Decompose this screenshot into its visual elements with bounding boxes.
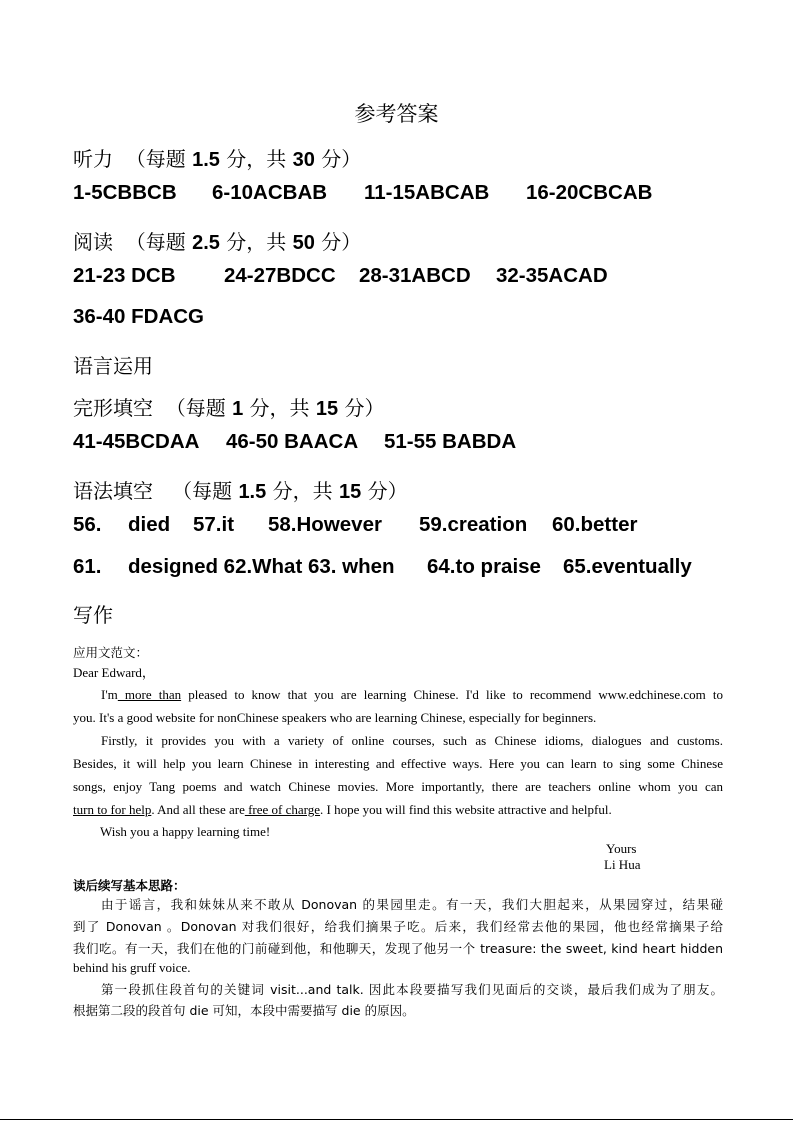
grammar-heading: 语法填空 bbox=[73, 479, 153, 503]
answer-group: 28-31ABCD bbox=[359, 264, 471, 287]
answer-number: 56. bbox=[73, 513, 102, 536]
letter-p1-line2: you. It's a good website for nonChinese speakers who are learning Chinese, especially for beginners. bbox=[73, 710, 597, 725]
letter-p2-line2: Besides, it will help you learn Chinese in interesting and effective ways. Here you can learn to sing some Chinese bbox=[73, 756, 723, 771]
answer-group: 58.However bbox=[268, 513, 382, 536]
answer-group: 21-23 DCB bbox=[73, 264, 176, 287]
answer-group: 24-27BDCC bbox=[224, 264, 336, 287]
continuation-p1-line2: 到了 Donovan 。Donovan 对我们很好，给我们摘果子吃。后来，我们经常去他的果园，他也经常摘果子给 bbox=[73, 919, 723, 934]
answer-group: 46-50 BAACA bbox=[226, 430, 359, 453]
grammar-answers-line1 bbox=[73, 513, 723, 539]
continuation-p1-line3: 我们吃。有一天，我们在他的门前碰到他，和他聊天，发现了他另一个 treasure: the sweet, kind heart hidden bbox=[73, 941, 723, 956]
answer-group: 60.better bbox=[552, 513, 638, 536]
answer-group: 6-10ACBAB bbox=[212, 181, 328, 204]
language-use-heading: 语言运用 bbox=[73, 354, 153, 378]
listening-scoring: （每题 1.5 分，共 30 分） bbox=[125, 147, 362, 171]
letter-sign-yours: Yours bbox=[606, 841, 637, 856]
cloze-answers bbox=[73, 430, 723, 456]
letter-p2-line1: Firstly, it provides you with a variety of online courses, such as Chinese idioms, dialogues and customs. bbox=[101, 733, 723, 748]
page-title: 参考答案 bbox=[354, 102, 439, 126]
grammar-answers-line2 bbox=[73, 555, 723, 581]
letter-p2-line3: songs, enjoy Tang poems and watch Chinese movies. More importantly, there are teachers online whom you can bbox=[73, 779, 723, 794]
answer-group: designed 62.What 63. when bbox=[128, 555, 395, 578]
answer-group: 64.to praise bbox=[427, 555, 541, 578]
letter-p2-line4: turn to for help. And all these are free of charge. I hope you will find this website attractive and helpful. bbox=[73, 802, 612, 817]
answer-number: 61. bbox=[73, 555, 102, 578]
cloze-heading-line bbox=[73, 392, 385, 421]
answer-group: 51-55 BABDA bbox=[384, 430, 517, 453]
answer-group: died bbox=[128, 513, 171, 536]
reading-heading-line bbox=[73, 226, 361, 255]
answer-group: 57.it bbox=[193, 513, 235, 536]
listening-answers bbox=[73, 181, 723, 207]
continuation-p1-line4: behind his gruff voice. bbox=[73, 960, 191, 975]
answer-group: 16-20CBCAB bbox=[526, 181, 653, 204]
listening-heading-line bbox=[73, 143, 361, 172]
grammar-heading-line bbox=[73, 475, 408, 504]
underlined-phrase: turn to for help bbox=[73, 802, 152, 817]
reading-heading: 阅读 bbox=[73, 230, 113, 254]
continuation-p1-line1: 由于谣言，我和妹妹从来不敢从 Donovan 的果园里走。有一天，我们大胆起来，从果园穿过，结果碰 bbox=[101, 897, 723, 912]
grammar-scoring: （每题 1.5 分，共 15 分） bbox=[172, 479, 408, 503]
page-bottom-rule bbox=[0, 1119, 793, 1120]
answer-group: 41-45BCDAA bbox=[73, 430, 200, 453]
letter-closing-wish: Wish you a happy learning time! bbox=[100, 824, 271, 839]
cloze-scoring: （每题 1 分，共 15 分） bbox=[165, 396, 385, 420]
answer-group: 32-35ACAD bbox=[496, 264, 608, 287]
answer-group: 65.eventually bbox=[563, 555, 692, 578]
writing-heading: 写作 bbox=[73, 603, 113, 627]
answer-group: 59.creation bbox=[419, 513, 528, 536]
letter-greeting: Dear Edward， bbox=[73, 665, 155, 680]
letter-sign-name: Li Hua bbox=[604, 857, 641, 872]
reading-answers-line2 bbox=[73, 305, 723, 331]
underlined-phrase: free of charge bbox=[244, 802, 321, 817]
cloze-heading: 完形填空 bbox=[73, 396, 153, 420]
sample-essay-label: 应用文范文： bbox=[73, 645, 149, 660]
answer-group: 1-5CBBCB bbox=[73, 181, 177, 204]
continuation-label: 读后续写基本思路： bbox=[73, 878, 186, 893]
answer-group: 11-15ABCAB bbox=[364, 181, 490, 204]
reading-scoring: （每题 2.5 分，共 50 分） bbox=[125, 230, 362, 254]
reading-answers-line1 bbox=[73, 264, 723, 290]
letter-p1-line1: I'm more than pleased to know that you are learning Chinese. I'd like to recommend www.edchinese.com to bbox=[101, 687, 723, 702]
continuation-p2-line2: 根据第二段的段首句 die 可知，本段中需要描写 die 的原因。 bbox=[73, 1003, 415, 1018]
listening-heading: 听力 bbox=[73, 147, 113, 171]
continuation-p2-line1: 第一段抓住段首句的关键词 visit...and talk. 因此本段要描写我们见面后的交谈，最后我们成为了朋友。 bbox=[101, 982, 723, 997]
underlined-phrase: more than bbox=[117, 687, 182, 702]
answer-group: 36-40 FDACG bbox=[73, 305, 205, 328]
